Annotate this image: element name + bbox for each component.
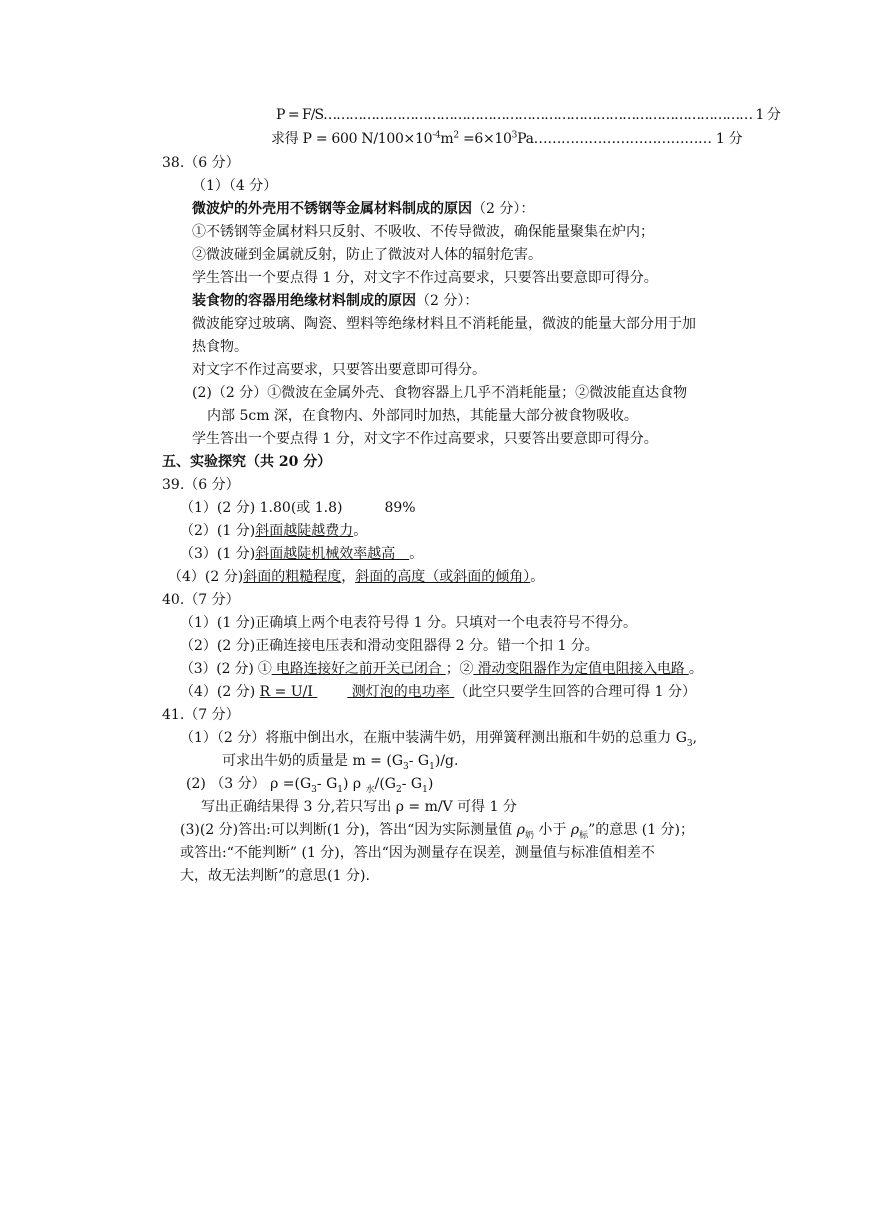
answer-blank: R = U/I: [259, 684, 318, 700]
q40-answer1: （1）(1 分)正确填上两个电表符号得 1 分。只填对一个电表符号不得分。: [180, 615, 637, 631]
subscript: 3: [311, 784, 317, 795]
pressure-result-line: [271, 130, 742, 148]
answer-end: 。: [409, 546, 424, 562]
result-text-d: Pa………………………………… 1 分: [517, 131, 743, 147]
q39-answer4: [168, 568, 544, 586]
q38-reason3a: 微波能穿过玻璃、陶瓷、塑料等绝缘材料且不消耗能量，微波的能量大部分用于加: [192, 316, 696, 332]
answer-blank: 滑动变阻器作为定值电阻接入电路: [473, 661, 689, 677]
subscript: 2: [395, 784, 402, 795]
result-text-b: m: [440, 131, 454, 147]
subscript: 3: [403, 761, 409, 772]
q38-note2: 对文字不作过高要求，只要答出要意即可得分。: [192, 362, 486, 378]
heading-score: （2 分）：: [416, 293, 479, 309]
subscript: 1: [337, 784, 343, 795]
q41-number: 41.（7 分）: [162, 707, 240, 723]
q38-part2a: (2)（2 分）①微波在金属外壳、食物容器上几乎不消耗能量；②微波能直达食物: [192, 385, 688, 401]
formula-part: )/g.: [434, 753, 459, 769]
q40-number: 40.（7 分）: [162, 592, 240, 608]
answer-blank: 测灯泡的电功率: [347, 684, 455, 700]
q39-answer1: [180, 499, 416, 517]
answer-text: （1）（2 分）将瓶中倒出水，在瓶中装满牛奶，用弹簧秤测出瓶和牛奶的总重力 G: [180, 730, 687, 746]
q41-answer3a: [180, 821, 694, 839]
q38-reason1: ①不锈钢等金属材料只反射、不吸收、不传导微波，确保能量聚集在炉内；: [192, 224, 654, 240]
subscript: 1: [422, 784, 428, 795]
q41-answer2-note: 写出正确结果得 3 分,若只写出 ρ = m/V 可得 1 分: [201, 799, 517, 815]
exponent: 2: [453, 130, 459, 141]
q38-number: 38.（6 分）: [162, 155, 240, 171]
formula-part: /(G: [374, 776, 396, 792]
exponent: -4: [432, 130, 441, 141]
subscript: 水: [365, 784, 375, 795]
answer-note: （此空只要学生回答的合理可得 1 分）: [454, 684, 697, 700]
formula-part: ) ρ: [343, 776, 366, 792]
answer-text: 小于: [533, 822, 571, 838]
subscript: 奶: [524, 830, 534, 841]
q38-part1: （1）（4 分）: [192, 178, 278, 194]
answer-blank: 斜面越陡机械效率越高: [255, 546, 410, 562]
q39-answer3: [180, 545, 423, 563]
formula-part: ): [427, 776, 434, 792]
exponent: 3: [511, 130, 518, 141]
q38-reason2: ②微波碰到金属就反射，防止了微波对人体的辐射危害。: [192, 247, 542, 263]
answer-blank: 斜面的粗糙程度: [243, 569, 342, 585]
q41-answer1b: [222, 752, 458, 770]
result-text-c: =6×10: [458, 131, 512, 147]
answer-end: 。: [688, 661, 703, 677]
heading-score: （2 分）：: [472, 201, 535, 217]
heading-text: 装食物的容器用绝缘材料制成的原因: [192, 293, 416, 309]
subscript: 1: [429, 761, 435, 772]
q41-answer3b: 或答出:“不能判断” (1 分)，答出“因为测量存在误差，测量值与标准值相差不: [180, 845, 655, 861]
q38-note1: 学生答出一个要点得 1 分，对文字不作过高要求，只要答出要意即可得分。: [192, 270, 658, 286]
heading-text: 微波炉的外壳用不锈钢等金属材料制成的原因: [192, 201, 472, 217]
q38-note3: 学生答出一个要点得 1 分，对文字不作过高要求，只要答出要意即可得分。: [192, 431, 658, 447]
q40-answer4: [180, 683, 696, 701]
formula-part: - G: [401, 776, 423, 792]
answer-prefix: （1）(2 分): [180, 500, 260, 516]
q40-answer3: [180, 660, 703, 678]
formula-part: - G: [408, 753, 430, 769]
q38-heading2: [192, 292, 478, 310]
answer-separator: ，: [341, 569, 356, 585]
answer-value: 1.80(或 1.8): [259, 500, 343, 516]
rho-symbol: ρ: [516, 822, 525, 838]
answer-prefix: （3）(2 分) ①: [180, 661, 272, 677]
answer-prefix: （3）(1 分): [180, 546, 256, 562]
q38-reason3b: 热食物。: [192, 339, 248, 355]
q39-answer2: [180, 522, 367, 540]
result-text-a: 求得 P = 600 N/100×10: [271, 131, 433, 147]
answer-end: ,: [692, 730, 698, 746]
q41-answer3c: 大，故无法判断”的意思(1 分).: [180, 868, 370, 884]
answer-end: 。: [530, 569, 545, 585]
q39-number: 39.（6 分）: [162, 477, 240, 493]
subscript: 3: [686, 738, 693, 749]
q41-answer2: [186, 775, 433, 793]
rho-symbol: ρ: [570, 822, 580, 838]
answer-blank: 斜面的高度（或斜面的倾角）: [355, 569, 531, 585]
formula-part: - G: [316, 776, 338, 792]
section5-title: 五、实验探究（共 20 分）: [162, 454, 332, 470]
q41-answer1a: [180, 729, 697, 747]
answer-separator: ；②: [445, 661, 474, 677]
answer-text: (3)(2 分)答出:可以判断(1 分)，答出“因为实际测量值: [180, 822, 517, 838]
answer-prefix: （4）(2 分): [168, 569, 244, 585]
formula-part: 可求出牛奶的质量是 m = (G: [222, 753, 404, 769]
q38-part2b: 内部 5cm 深，在食物内、外部同时加热，其能量大部分被食物吸收。: [207, 408, 638, 424]
answer-prefix: （4）(2 分): [180, 684, 260, 700]
pressure-formula-line: [276, 106, 780, 124]
answer-end: 。: [353, 523, 368, 539]
answer-blank: 斜面越陡越费力: [255, 523, 354, 539]
answer-efficiency: 89%: [384, 500, 416, 516]
subscript: 标: [579, 830, 589, 841]
q40-answer2: （2）(2 分)正确连接电压表和滑动变阻器得 2 分。错一个扣 1 分。: [180, 638, 599, 654]
answer-text: ”的意思 (1 分)；: [588, 822, 695, 838]
formula-text: P = F/S……………………………………………………………………………………… 1 分: [276, 107, 780, 123]
formula-part: (2) （3 分） ρ =(G: [186, 776, 312, 792]
answer-prefix: （2）(1 分): [180, 523, 256, 539]
q38-heading1: [192, 200, 534, 218]
answer-blank: 电路连接好之前开关已闭合: [271, 661, 446, 677]
